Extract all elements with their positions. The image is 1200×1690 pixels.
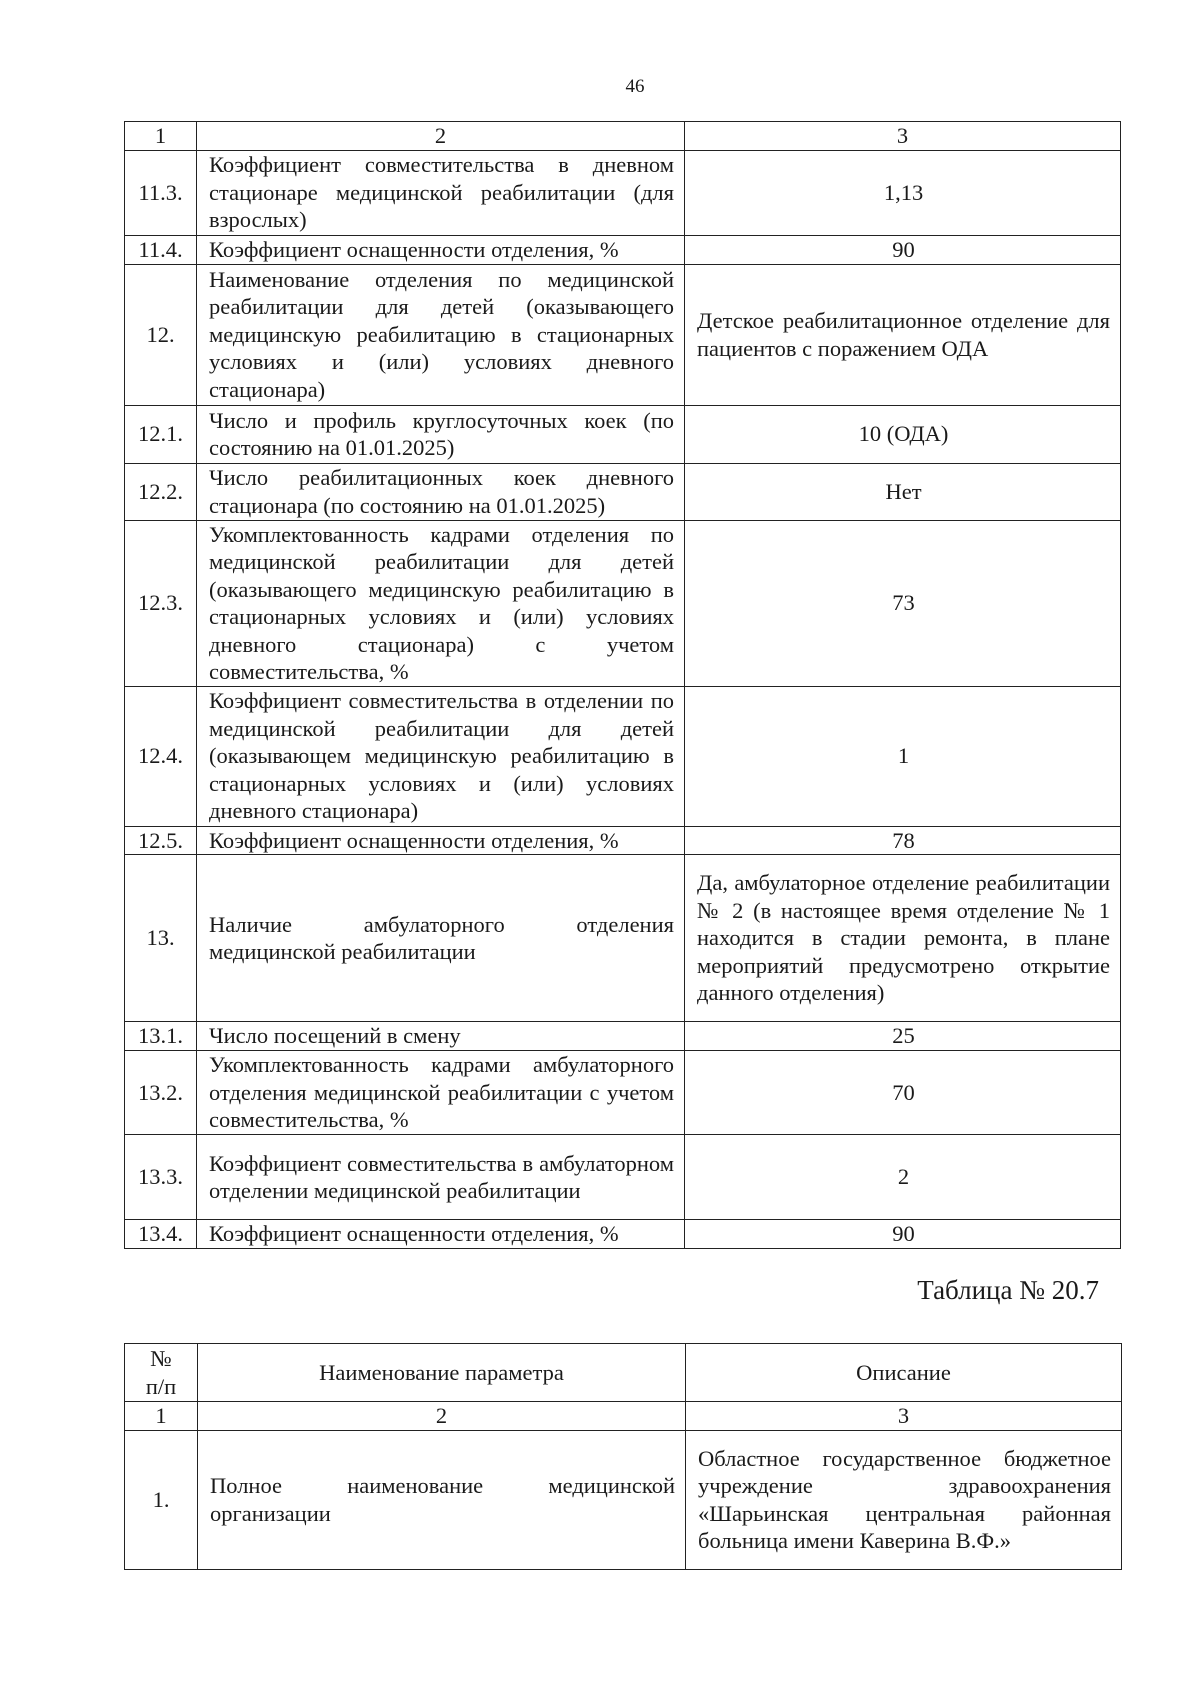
parameter-value: 78 (685, 826, 1121, 855)
parameter-value: 25 (685, 1022, 1121, 1051)
row-number: 11.4. (125, 235, 197, 264)
parameter-name: Коэффициент совместительства в дневном стационаре медицинской реабилитации (для взрослых) (197, 150, 685, 235)
table-row (125, 1051, 1121, 1135)
parameter-value: Нет (685, 463, 1121, 520)
parameter-name: Коэффициент оснащенности отделения, % (197, 826, 685, 855)
row-number: 13.4. (125, 1220, 197, 1249)
table-row (125, 855, 1121, 1022)
parameter-value: 1 (685, 686, 1121, 826)
table-row (125, 1220, 1121, 1249)
parameter-name: Число реабилитационных коек дневного стационара (по состоянию на 01.01.2025) (197, 463, 685, 520)
table-row (125, 686, 1121, 826)
column-number-3: 3 (686, 1402, 1122, 1431)
parameter-name: Число и профиль круглосуточных коек (по состоянию на 01.01.2025) (197, 405, 685, 463)
table-row (125, 826, 1121, 855)
header-description: Описание (686, 1344, 1122, 1402)
parameter-name: Наименование отделения по медицинской реабилитации для детей (оказывающего медицинскую реабилитацию в стационарных условиях и (или) условиях дневного стационара) (197, 264, 685, 405)
row-number: 12.5. (125, 826, 197, 855)
parameter-name: Наличие амбулаторного отделения медицинской реабилитации (197, 855, 685, 1022)
column-number-1: 1 (125, 1402, 198, 1431)
parameter-name: Укомплектованность кадрами амбулаторного отделения медицинской реабилитации с учетом совместительства, % (197, 1051, 685, 1135)
row-number: 11.3. (125, 150, 197, 235)
table-caption: Таблица № 20.7 (917, 1275, 1099, 1305)
table-row (125, 235, 1121, 264)
table-row (125, 405, 1121, 463)
parameter-name: Число посещений в смену (197, 1022, 685, 1051)
table-header-row (125, 1344, 1122, 1402)
parameter-value: 73 (685, 520, 1121, 686)
table-row (125, 463, 1121, 520)
column-number-1: 1 (125, 122, 197, 151)
table-row (125, 264, 1121, 405)
parameter-value: 2 (685, 1135, 1121, 1220)
table-row (125, 520, 1121, 686)
parameter-name: Коэффициент оснащенности отделения, % (197, 235, 685, 264)
header-number: № п/п (125, 1344, 198, 1402)
parameter-value: Да, амбулаторное отделение реабилитации № 2 (в настоящее время отделение № 1 находится в стадии ремонта, в плане мероприятий предусмотрено открытие данного отделения) (685, 855, 1121, 1022)
row-number: 1. (125, 1430, 198, 1569)
parameter-value: 70 (685, 1051, 1121, 1135)
table-row (125, 1022, 1121, 1051)
parameters-table-continued (124, 121, 1121, 1249)
table-row (125, 1430, 1122, 1569)
header-parameter-name: Наименование параметра (198, 1344, 686, 1402)
parameter-value: 10 (ОДА) (685, 405, 1121, 463)
column-number-2: 2 (197, 122, 685, 151)
row-number: 13.1. (125, 1022, 197, 1051)
table-row (125, 1135, 1121, 1220)
parameter-value: 1,13 (685, 150, 1121, 235)
row-number: 12.1. (125, 405, 197, 463)
table-column-numbers-row (125, 1402, 1122, 1431)
row-number: 12.2. (125, 463, 197, 520)
row-number: 13.2. (125, 1051, 197, 1135)
table-row (125, 150, 1121, 235)
row-number: 12.4. (125, 686, 197, 826)
page-number: 46 (625, 76, 645, 97)
row-number: 12.3. (125, 520, 197, 686)
column-number-2: 2 (198, 1402, 686, 1431)
parameter-name: Коэффициент совместительства в отделении по медицинской реабилитации для детей (оказывающем медицинскую реабилитацию в стационарных условиях и (или) условиях дневного стационара) (197, 686, 685, 826)
organization-table (124, 1343, 1122, 1570)
parameter-value: 90 (685, 235, 1121, 264)
column-number-3: 3 (685, 122, 1121, 151)
parameter-name: Полное наименование медицинской организации (198, 1430, 686, 1569)
row-number: 13.3. (125, 1135, 197, 1220)
row-number: 13. (125, 855, 197, 1022)
table-column-numbers-row (125, 122, 1121, 151)
parameter-name: Укомплектованность кадрами отделения по медицинской реабилитации для детей (оказывающего медицинскую реабилитацию в стационарных условиях и (или) условиях дневного стационара) с учетом совместительства, % (197, 520, 685, 686)
parameter-value: Детское реабилитационное отделение для пациентов с поражением ОДА (685, 264, 1121, 405)
parameter-value: Областное государственное бюджетное учреждение здравоохранения «Шарьинская центральная районная больница имени Каверина В.Ф.» (686, 1430, 1122, 1569)
parameter-name: Коэффициент совместительства в амбулаторном отделении медицинской реабилитации (197, 1135, 685, 1220)
parameter-value: 90 (685, 1220, 1121, 1249)
row-number: 12. (125, 264, 197, 405)
parameter-name: Коэффициент оснащенности отделения, % (197, 1220, 685, 1249)
